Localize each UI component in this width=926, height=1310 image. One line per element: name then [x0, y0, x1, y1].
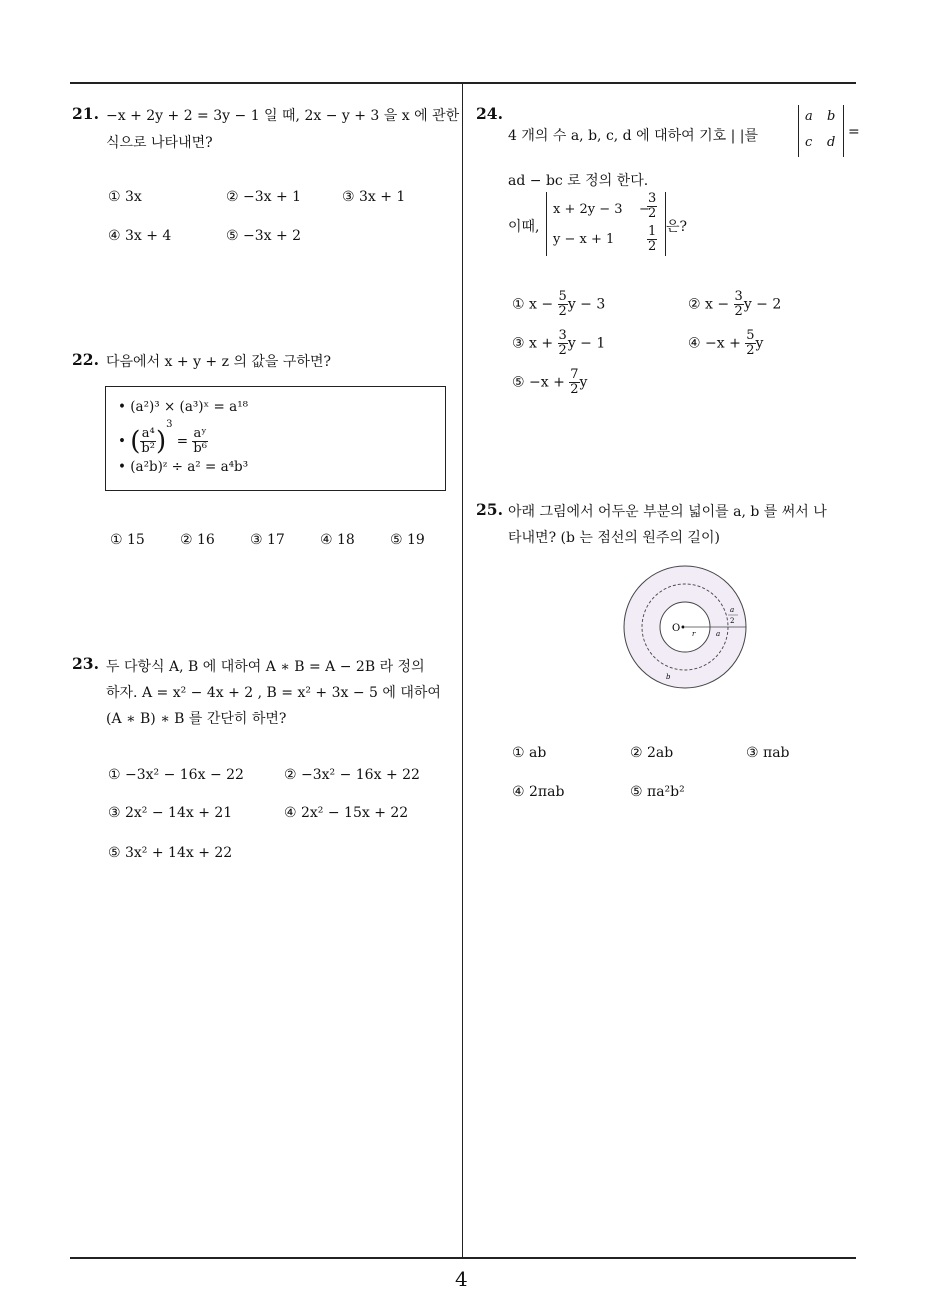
question-number: 21. [72, 104, 99, 123]
choice-1[interactable]: ① x − $\frac{5}{2}$ y − 3 [512, 289, 606, 319]
column-divider [462, 82, 463, 1258]
b-label: b [666, 673, 671, 681]
choice-3[interactable]: ③ 3x + 1 [342, 189, 406, 205]
question-number: 24. [476, 104, 503, 123]
question-text: 4 개의 수 a, b, c, d 에 대하여 기호 | |를 [508, 128, 758, 144]
choice-2[interactable]: ② x − $\frac{3}{2}$ y − 2 [688, 289, 782, 319]
choice-1[interactable]: ① −3x² − 16x − 22 [108, 767, 244, 783]
choice-3[interactable]: ③ πab [746, 745, 790, 761]
fraction: $\frac{\text{aʸ}}{\text{b⁶}}$ [193, 426, 207, 456]
determinant-symbol: a b c d [798, 105, 844, 157]
choice-4[interactable]: ④ 2πab [512, 784, 565, 800]
condition-box [105, 386, 446, 491]
choice-1[interactable]: ① 3x [108, 189, 142, 205]
choice-4[interactable]: ④ 18 [320, 532, 355, 548]
question-text: 타내면? (b 는 점선의 원주의 길이) [508, 530, 720, 546]
question-text: ad − bc 로 정의 한다. [508, 173, 649, 189]
center-dot [682, 626, 685, 629]
choice-1[interactable]: ① ab [512, 745, 547, 761]
condition-3: • (a²b)ᶻ ÷ a² = a⁴b³ [118, 459, 249, 475]
choice-3[interactable]: ③ 2x² − 14x + 21 [108, 805, 233, 821]
choice-1[interactable]: ① 15 [110, 532, 145, 548]
two-label: 2 [730, 617, 735, 625]
choice-4[interactable]: ④ 3x + 4 [108, 228, 172, 244]
question-text: 은? [666, 219, 688, 235]
a-label-lower: a [716, 630, 721, 638]
choice-3[interactable]: ③ x + $\frac{3}{2}$ y − 1 [512, 328, 606, 358]
choice-5[interactable]: ⑤ 3x² + 14x + 22 [108, 845, 233, 861]
choice-2[interactable]: ② 2ab [630, 745, 674, 761]
question-text: 두 다항식 A, B 에 대하여 A ∗ B = A − 2B 라 정의 [106, 659, 425, 675]
choice-2[interactable]: ② 16 [180, 532, 215, 548]
choice-3[interactable]: ③ 17 [250, 532, 285, 548]
question-text: 이때, [508, 219, 540, 235]
choice-2[interactable]: ② −3x² − 16x + 22 [284, 767, 420, 783]
page-number: 4 [455, 1267, 468, 1291]
choice-5[interactable]: ⑤ −3x + 2 [226, 228, 302, 244]
condition-2: • ( $\frac{\text{a⁴}}{\text{b²}}$ )$^3$ = $\frac{\text{aʸ}}{\text{b⁶}}$ [118, 419, 207, 457]
question-text: 아래 그림에서 어두운 부분의 넓이를 a, b 를 써서 나 [508, 504, 827, 520]
annulus-figure [620, 564, 750, 694]
center-label: O [672, 623, 681, 634]
question-text: −x + 2y + 2 = 3y − 1 일 때, 2x − y + 3 을 x 에 관한 [106, 108, 460, 124]
question-number: 25. [476, 500, 503, 519]
choice-4[interactable]: ④ −x + $\frac{5}{2}$ y [688, 328, 764, 358]
condition-1: • (a²)³ × (a³)ˣ = a¹⁸ [118, 399, 249, 415]
question-text: 식으로 나타내면? [106, 135, 213, 151]
choice-4[interactable]: ④ 2x² − 15x + 22 [284, 805, 409, 821]
question-number: 22. [72, 350, 99, 369]
fraction: $\frac{\text{a⁴}}{\text{b²}}$ [141, 426, 155, 456]
question-text: (A ∗ B) ∗ B 를 간단히 하면? [106, 711, 287, 727]
determinant-matrix: x + 2y − 3 − $\frac{3}{2}$ y − x + 1 $\frac{1}{2}$ [546, 192, 666, 256]
r-label: r [692, 630, 696, 638]
choice-5[interactable]: ⑤ πa²b² [630, 784, 685, 800]
choice-2[interactable]: ② −3x + 1 [226, 189, 302, 205]
equals-sign: = [848, 124, 860, 140]
question-text: 다음에서 x + y + z 의 값을 구하면? [106, 354, 331, 370]
bottom-rule [70, 1257, 856, 1259]
question-text: 하자. A = x² − 4x + 2 , B = x² + 3x − 5 에 대하여 [106, 685, 441, 701]
a-label-upper: a [730, 606, 735, 614]
choice-5[interactable]: ⑤ 19 [390, 532, 425, 548]
choice-5[interactable]: ⑤ −x + $\frac{7}{2}$ y [512, 367, 588, 397]
question-number: 23. [72, 654, 99, 673]
